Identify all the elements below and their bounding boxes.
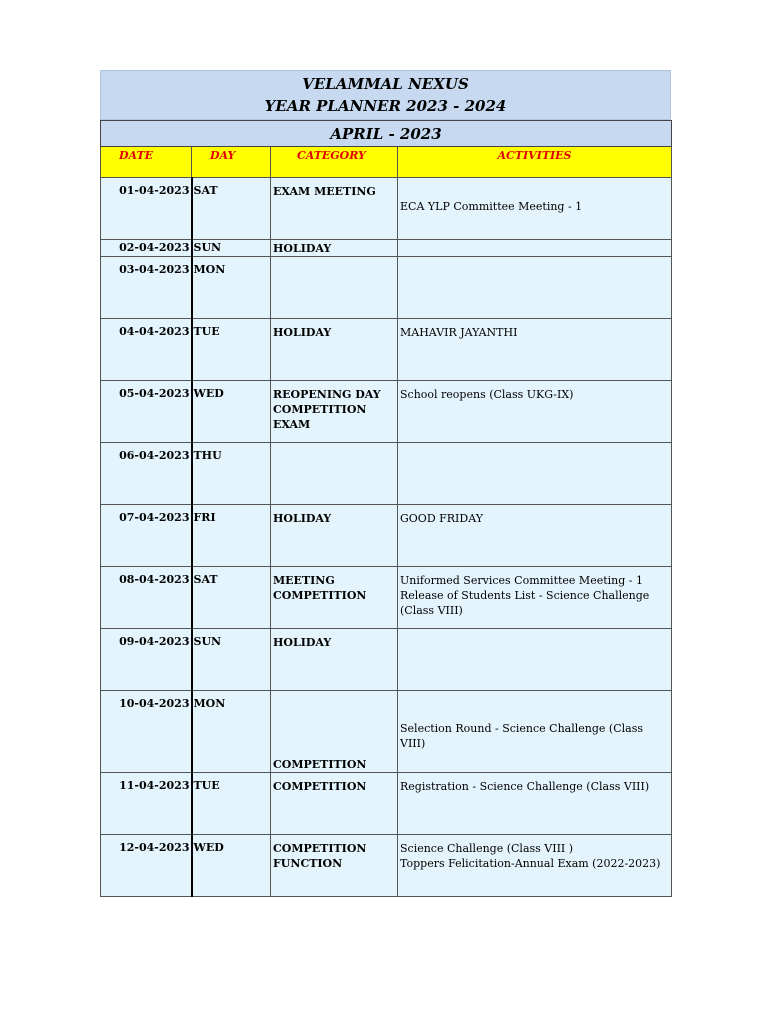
- row-activities: [398, 505, 672, 567]
- month-row: [101, 121, 672, 147]
- row-activities: [398, 629, 672, 691]
- category-line: COMPETITION: [273, 589, 367, 602]
- activity-line: Uniformed Services Committee Meeting - 1: [400, 574, 643, 587]
- category-line: REOPENING DAY: [273, 388, 381, 401]
- row-category: [271, 240, 398, 257]
- activity-line: Science Challenge (Class VIII ): [400, 842, 574, 855]
- row-category: [271, 178, 398, 240]
- row-activities: [398, 691, 672, 773]
- row-day: WED: [192, 381, 271, 443]
- table-row: [101, 240, 672, 257]
- activity-line: School reopens (Class UKG-IX): [400, 388, 574, 401]
- activity-line: Registration - Science Challenge (Class VIII): [400, 780, 650, 793]
- row-activities: [398, 319, 672, 381]
- row-day: WED: [192, 835, 271, 897]
- row-date: 12-04-2023: [101, 835, 192, 897]
- row-date: 08-04-2023: [101, 567, 192, 629]
- planner-title: YEAR PLANNER 2023 - 2024: [264, 97, 507, 115]
- table-row: [101, 319, 672, 381]
- row-category: [271, 381, 398, 443]
- row-day: SAT: [192, 178, 271, 240]
- row-category: [271, 567, 398, 629]
- category-line: COMPETITION: [273, 842, 367, 855]
- category-line: COMPETITION EXAM: [273, 403, 367, 431]
- category-line: HOLIDAY: [273, 636, 332, 649]
- category-line: [273, 742, 397, 757]
- table-row: [101, 691, 672, 773]
- row-category: [271, 691, 398, 773]
- table-row: [101, 257, 672, 319]
- row-date: 05-04-2023: [101, 381, 192, 443]
- activity-line: [400, 691, 671, 706]
- activity-line: MAHAVIR JAYANTHI: [400, 326, 518, 339]
- category-line: HOLIDAY: [273, 326, 332, 339]
- row-day: MON: [192, 257, 271, 319]
- header-day: DAY: [192, 147, 271, 178]
- row-date: 01-04-2023: [101, 178, 192, 240]
- row-category: [271, 629, 398, 691]
- header-date: DATE: [101, 147, 192, 178]
- header-category: CATEGORY: [271, 147, 398, 178]
- category-line: COMPETITION: [273, 780, 367, 793]
- table-row: [101, 443, 672, 505]
- row-activities: [398, 240, 672, 257]
- table-row: [101, 381, 672, 443]
- row-date: 06-04-2023: [101, 443, 192, 505]
- row-day: SUN: [192, 629, 271, 691]
- category-line: EXAM MEETING: [273, 185, 376, 198]
- row-date: 11-04-2023: [101, 773, 192, 835]
- row-day: TUE: [192, 319, 271, 381]
- table-row: [101, 773, 672, 835]
- row-category: [271, 835, 398, 897]
- row-day: SUN: [192, 240, 271, 257]
- table-row: [101, 567, 672, 629]
- row-date: 07-04-2023: [101, 505, 192, 567]
- header-activities: ACTIVITIES: [398, 147, 672, 178]
- planner-rows: [101, 178, 672, 897]
- header-row: [101, 147, 672, 178]
- row-date: 04-04-2023: [101, 319, 192, 381]
- row-day: MON: [192, 691, 271, 773]
- activity-line: GOOD FRIDAY: [400, 512, 483, 525]
- row-day: THU: [192, 443, 271, 505]
- activity-line: Toppers Felicitation-Annual Exam (2022-2023): [400, 857, 661, 870]
- table-row: [101, 505, 672, 567]
- activity-line: Release of Students List - Science Challenge (Class VIII): [400, 589, 650, 617]
- month-title: APRIL - 2023: [101, 121, 672, 147]
- table-row: [101, 835, 672, 897]
- activity-line: [400, 706, 671, 721]
- row-category: [271, 319, 398, 381]
- row-activities: [398, 178, 672, 240]
- school-name: VELAMMAL NEXUS: [302, 75, 469, 93]
- row-activities: [398, 443, 672, 505]
- category-line: HOLIDAY: [273, 242, 332, 255]
- planner-table: [100, 120, 672, 897]
- row-day: SAT: [192, 567, 271, 629]
- table-row: [101, 629, 672, 691]
- activity-line: Selection Round - Science Challenge (Class VIII): [400, 722, 643, 750]
- row-category: [271, 443, 398, 505]
- row-category: [271, 773, 398, 835]
- row-activities: [398, 835, 672, 897]
- planner-title-block: [100, 70, 671, 120]
- row-category: [271, 257, 398, 319]
- row-activities: [398, 773, 672, 835]
- table-row: [101, 178, 672, 240]
- row-date: 02-04-2023: [101, 240, 192, 257]
- row-date: 03-04-2023: [101, 257, 192, 319]
- activity-line: [400, 184, 671, 199]
- category-line: [273, 727, 397, 742]
- row-day: FRI: [192, 505, 271, 567]
- category-line: COMPETITION: [273, 758, 367, 771]
- activity-line: ECA YLP Committee Meeting - 1: [400, 200, 583, 213]
- category-line: FUNCTION: [273, 857, 343, 870]
- category-line: [273, 712, 397, 727]
- row-activities: [398, 381, 672, 443]
- category-line: [273, 697, 397, 712]
- category-line: MEETING: [273, 574, 335, 587]
- row-activities: [398, 567, 672, 629]
- row-date: 10-04-2023: [101, 691, 192, 773]
- category-line: HOLIDAY: [273, 512, 332, 525]
- row-category: [271, 505, 398, 567]
- row-date: 09-04-2023: [101, 629, 192, 691]
- year-planner: [100, 70, 671, 897]
- row-day: TUE: [192, 773, 271, 835]
- row-activities: [398, 257, 672, 319]
